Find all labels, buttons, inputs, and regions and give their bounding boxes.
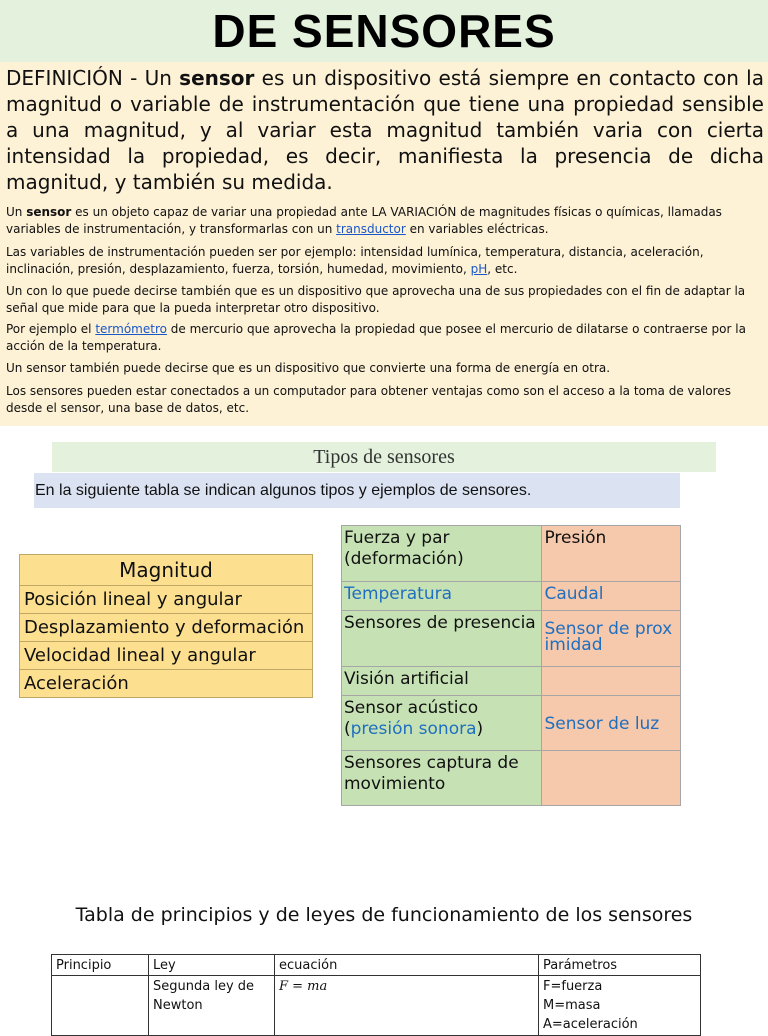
p2-text: Las variables de instrumentación pueden ser por ejemplo: intensidad lumínica, temperatura, distancia, aceleración, inclinación, presión, desplazamiento, fuerza, torsión, humedad, movimiento, bbox=[6, 245, 704, 276]
sensor-cell-empty bbox=[542, 751, 681, 806]
p1-bold: sensor bbox=[26, 205, 72, 219]
sensor-cell: Fuerza y par (deformación) bbox=[342, 526, 542, 582]
sensor-cell-link[interactable]: Caudal bbox=[542, 582, 681, 611]
param-line: F=fuerza bbox=[543, 979, 603, 994]
magnitud-cell: Desplazamiento y deformación bbox=[20, 614, 313, 642]
p1-after: en variables eléctricas. bbox=[405, 221, 549, 236]
table-row bbox=[342, 751, 681, 806]
sensor-types-table bbox=[341, 525, 681, 806]
table-row bbox=[20, 642, 313, 670]
param-line: M=masa bbox=[543, 998, 601, 1013]
tabla-intro-text: En la siguiente tabla se indican algunos tipos y ejemplos de sensores. bbox=[35, 482, 532, 499]
table-row bbox=[52, 976, 701, 1036]
p4-text: Por ejemplo el bbox=[6, 322, 96, 336]
sensor-cell-link[interactable]: Sensor de prox imidad bbox=[542, 611, 681, 667]
table-row bbox=[20, 670, 313, 698]
acoustic-close: ) bbox=[476, 719, 484, 739]
sensor-cell-link[interactable]: Sensor de luz bbox=[542, 696, 681, 751]
sensor-cell: Visión artificial bbox=[342, 667, 542, 696]
principio-cell bbox=[52, 976, 149, 1036]
table-header-row bbox=[52, 955, 701, 976]
paragraph-variables bbox=[6, 244, 764, 277]
tabla-intro bbox=[34, 473, 680, 508]
paragraph-thermometer bbox=[6, 321, 764, 354]
table-row bbox=[342, 526, 681, 582]
table-row bbox=[342, 667, 681, 696]
paragraph-sensor-object bbox=[6, 204, 764, 237]
magnitud-cell: Velocidad lineal y angular bbox=[20, 642, 313, 670]
sensor-cell bbox=[342, 696, 542, 751]
p1-text: Un bbox=[6, 205, 27, 219]
title-banner bbox=[0, 0, 768, 62]
definition-lead-bold: sensor bbox=[179, 66, 255, 90]
column-header: ecuación bbox=[275, 955, 539, 976]
table-row bbox=[20, 614, 313, 642]
sensor-cell: Sensores de presencia bbox=[342, 611, 542, 667]
definition-lead-text: DEFINICIÓN - Un bbox=[6, 66, 180, 90]
acoustic-text: Sensor acústico ( bbox=[344, 698, 479, 739]
sensor-cell: Sensores captura de movimiento bbox=[342, 751, 542, 806]
ph-link[interactable]: pH bbox=[470, 261, 488, 276]
table-row bbox=[342, 582, 681, 611]
table-row bbox=[342, 611, 681, 667]
ley-cell: Segunda ley de Newton bbox=[149, 976, 275, 1036]
magnitud-cell: Aceleración bbox=[20, 670, 313, 698]
p1-mid: es un objeto capaz de variar una propiedad ante LA VARIACIÓN de magnitudes físicas o químicas, llamadas variables de instrumentación, y transformarlas con un bbox=[6, 205, 722, 236]
p2-after: , etc. bbox=[487, 261, 518, 276]
paragraph-adapt-signal: Un con lo que puede decirse también que es un dispositivo que aprovecha una de sus propiedades con el fin de adaptar la señal que mide para que la pueda interpretar otro dispositivo. bbox=[6, 284, 746, 315]
p4-after: de mercurio que aprovecha la propiedad que posee el mercurio de dilatarse o contraerse por la acción de la temperatura. bbox=[6, 322, 746, 353]
magnitud-cell: Posición lineal y angular bbox=[20, 586, 313, 614]
table-row bbox=[342, 696, 681, 751]
transductor-link[interactable]: transductor bbox=[336, 221, 406, 236]
presion-sonora-link[interactable]: presión sonora bbox=[350, 719, 477, 739]
param-line: A=aceleración bbox=[543, 1017, 638, 1032]
magnitud-table bbox=[19, 554, 313, 698]
column-header: Principio bbox=[52, 955, 149, 976]
column-header: Parámetros bbox=[539, 955, 701, 976]
sensor-cell: Presión bbox=[542, 526, 681, 582]
parametros-cell bbox=[539, 976, 701, 1036]
definition-lead-rest: es un dispositivo está siempre en contacto con la magnitud o variable de instrumentación que tiene una propiedad sensible a una magnitud, y al variar esta magnitud también varia con cierta intensidad la propiedad, es decir, manifiesta la presencia de dicha magnitud, y también su medida. bbox=[6, 66, 764, 194]
table-row bbox=[20, 586, 313, 614]
paragraph-energy: Un sensor también puede decirse que es un dispositivo que convierte una forma de energía en otra. bbox=[6, 361, 611, 375]
definition-box bbox=[0, 62, 768, 426]
paragraph-computer: Los sensores pueden estar conectados a un computador para obtener ventajas como son el acceso a la toma de valores desde el sensor, una base de datos, etc. bbox=[6, 384, 731, 415]
termometro-link[interactable]: termómetro bbox=[95, 322, 167, 336]
column-header: Ley bbox=[149, 955, 275, 976]
magnitud-header: Magnitud bbox=[20, 555, 313, 586]
sensor-cell-link[interactable]: Temperatura bbox=[342, 582, 542, 611]
magnitud-header-row bbox=[20, 555, 313, 586]
definition-lead bbox=[6, 65, 764, 195]
principios-title: Tabla de principios y de leyes de funcionamiento de los sensores bbox=[75, 904, 693, 926]
page-title: DE SENSORES bbox=[212, 5, 556, 57]
ecuacion-cell: F = ma bbox=[275, 976, 539, 1036]
tipos-title: Tipos de sensores bbox=[52, 442, 716, 472]
sensor-cell-empty bbox=[542, 667, 681, 696]
